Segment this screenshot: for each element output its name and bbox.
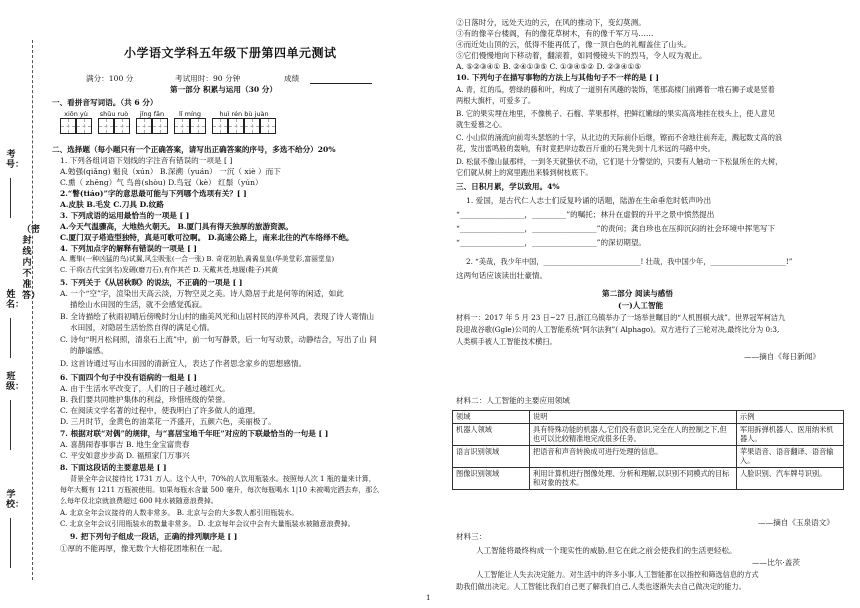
q2-5-d: D. 这首诗通过写山水田园的清新宜人，表达了作者思念家乡的思想感情。 [60,359,307,368]
q2-3-cd: C.厦门双子塔造型独特，真是可歌可泣啊。 D.高速公路上，南来北往的汽车络绎不绝。 [60,233,354,242]
seal-notice: （密 封 线 内 不 准 答） [22,225,41,301]
table-row [453,445,844,467]
q2-4-cd: C. 干将(古代宝剑名)发硎(磨刀石),有作其芒 D. 天戴其苍,地履(鞋子)其黄 [60,266,278,274]
q1-title: 一、看拼音写词语。（共 6 分） [52,98,158,107]
q2-9-sentence-4: ④而近处山顶的云，低得不能再低了，像一顶白色的礼帽盖住了山头。 [456,40,692,49]
material-1-line-1: 材料一：2017 年 5 月 23 日~27 日,浙江乌镇举办了一场举世瞩目的“人机围棋大战”。世界冠军柯洁九 [456,313,786,322]
q2-6-d: D. 三月时节，金黄色的油菜花一齐盛开，五颜六色，美丽极了。 [60,417,276,426]
page-number: 1 [426,594,431,602]
table-header-row [453,411,844,424]
writing-box[interactable] [174,118,190,134]
table-row [453,423,844,445]
q3-1-line-3: “_________________，_________________”的责问；龚自珍也在压抑沉闷的社会环境中挥笔写下 [456,224,776,233]
table-cell: 人脸识别、汽车牌号识别。 [737,467,844,489]
q2-9-sentence-5: ⑤它们慢慢地向下移动着，翻滚着，如同慢镜头下的烈马，令人叹为观止。 [456,51,707,60]
q2-5-a2: 描绘山水田园的生活，就不会感觉孤寂。 [70,300,207,309]
material-1-source: ——摘自《每日新闻》 [744,352,820,361]
q2-8: 8. 下面这段话的主要意思是 [ ] [60,463,167,472]
table-cell: 语言识别领域 [453,445,530,467]
pinyin-group [212,110,276,134]
material-3-title: 材料三： [456,532,487,541]
q2-10-b: B. 它的果实埋在地里，不像桃子、石榴、苹果那样，把鲜红嫩绿的果实高高地挂在枝头上，使人意见 [456,109,775,118]
q2-5-a: A. 一个“空”字，渲染出天高云淡，万物空灵之美。诗人隐居于此是何等的闲适，如此 [60,289,344,298]
reading-1-title: (一)人工智能 [618,301,664,310]
pinyin-grid [60,110,276,134]
q2-4: 4. 下列加点字的解释有错误的一项是 [ ] [60,244,197,253]
ai-applications-table [452,410,844,490]
q2-9-sentence-3: ③有的像辛台楼阁，有的像花草树木，有的像千军万马…… [456,29,654,38]
q2-10-b2: 就生爱慕之心。 [456,120,507,129]
writing-box[interactable] [98,118,114,134]
seal-dashed-line [32,40,33,580]
pinyin-label: jǐng fān [139,110,165,118]
q3-1-line-4: “_________________，_________________”的深切期望。 [456,238,647,247]
q3-title: 三、日积月累，学以致用。4% [456,182,560,191]
q2-10-a2: 两根大旗杆，可爱多了。 [456,96,536,105]
pinyin-group [60,110,92,134]
result-blank[interactable] [310,73,372,84]
q2-9: 9. 把下列句子组成一段话，正确的排列顺序是 [ ] [70,532,238,541]
q2-1-ab: A.勉强(qiǎng) 魁良（xún） B.深溯（yuán） 一沉（ xiè ）而下 [60,167,281,176]
pinyin-group [136,110,168,134]
pinyin-group [174,110,206,134]
table-cell: 机器人领域 [453,423,530,445]
pinyin-group [98,110,130,134]
writing-box[interactable] [60,118,76,134]
class-line [10,400,11,450]
result-label: 成绩 [284,74,300,83]
q2-3: 3. 下列成语的运用最恰当的一项是 [ ] [60,211,190,220]
q2-8-ab: A. 北京全年会议接待的人数非常多。 B. 北京与会的大多数人都引用瓶装水。 [60,509,299,517]
q2-7-ab: A. 喜鹊闹春事事吉 B. 地生金宝富贵春 [60,440,190,449]
table-cell: 具有特殊功能的机器人,它们没有意识,完全在人的控制之下,但也可以比较精准地完成很多任务。 [530,423,737,445]
material-3-quote: 人工智能将最终构成一个现实性的威胁,但它在此之前会使我们的生活更轻松。 [476,546,737,555]
q2-10-d2: 它们就从树上的窝里跑出来躲到树枝底下。 [456,168,593,177]
q2-8-passage-1: 背景全年会议接待比 1731 万人。这个人中，70%的人饮用瓶装水。按照每人次 1 瓶的量来计算， [70,475,376,483]
q2-5-c2: 的静谧感。 [70,346,108,355]
time-info: 考试用时：90 分钟 [175,74,241,83]
material-3-para-2: 助我们做出决定。人工智能比我们自己更了解我们自己,人类也逐渐失去自己做决定的能力。 [456,582,746,591]
material-2-source: ——摘自《玉泉语文》 [758,518,834,527]
q2-5-b2: 水田园，对隐居生活怡然自得的满足心情。 [70,323,215,332]
q2-9-sentence-1: ①厚的不能再厚，像无数个大榕花团堆积在一起。 [60,544,228,553]
q2-10-d: D. 松鼠不像山鼠那样，一到冬天就蛰伏不动，它们是十分警觉的，只要有人触动一下松鼠所在的大树， [456,157,783,166]
q2-4-ab: A. 鹰隼(一种凶猛的鸟)试翼,风尘吸张(一合一张) B. 奇花初胎,矞矞皇皇(华美堂彩,富丽堂皇) [60,255,335,263]
writing-box[interactable] [114,118,130,134]
q2-10-c2: 花，发出雷鸣般的轰响，有时竟把岸边数百斤重的石凳先到十几米远的马路中央。 [456,144,715,153]
id-label: 考号： [6,150,25,170]
q2-10-a: A. 青，红的瓜，碧绿的藤和叶，构成了一道别有风趣的装饰，笔那高楼门前蹲着一堆石狮子或是竖着 [456,85,775,94]
q2-1: 1. 下列各组词语下划线的字注音有错误的一项是 [ ] [60,156,233,165]
exam-title: 小学语文学科五年级下册第四单元测试 [124,46,337,60]
q2-2-options: A.皮肤 B.毛发 C.刀具 D.纹路 [60,200,164,209]
q3-2-note: 这两句话应该读出壮豪情。 [456,271,548,280]
q2-6-b: B. 我们要共同维护集体的利益，珍惜班级的荣誉。 [60,395,230,404]
pinyin-label: xiōn yù [64,110,88,118]
pinyin-label: shǔu ruò [99,110,129,118]
table-cell: 利用计算机进行图像处理、分析和理解,以识别不同模式的目标和对象的技术。 [530,467,737,489]
score-info: 满分：100 分 [86,74,134,83]
q2-7-cd: C. 平安如意步步高 D. 福照家门万事兴 [60,451,190,460]
q2-8-cd: C. 北京全年会议引用瓶装水的数量非常多。 D. 北京每年会议中会有大量瓶装水被随意浪费掉。 [60,520,355,528]
q2-3-ab: A.今天气温骤高，大地热火朝天。 B.厦门具有得天独厚的旅游资源。 [60,222,293,231]
q2-5: 5. 下列关于《从居秋暝》的说法，不正确的一项是 [ ] [60,278,243,287]
pinyin-label: lǐ míng [178,110,202,118]
writing-box[interactable] [212,118,228,134]
table-header-cell: 示例 [737,411,844,424]
q2-9-options: A. ⑤②③④① B. ②④①③⑤ C. ①③④⑤② D. ②③④①⑤ [456,62,642,71]
q2-title: 二、选择题（每小题只有一个正确答案，请写出正确答案的序号，多选不给分）20% [52,145,336,154]
q2-9-sentence-2: ②日落时分，远处天边的云，在风的推动下，变幻莫测。 [456,18,646,27]
table-cell: 图像识别领域 [453,467,530,489]
table-cell: 苹果语音、语音翻译、语音输入。 [737,445,844,467]
table-header-cell: 领域 [453,411,530,424]
table-row [453,467,844,489]
q2-5-b: B. 全诗描绘了秋雨初晴后傍晚时分山村的幽美风光和山居村民的淳朴风尚，表现了诗人寄情山 [60,312,375,321]
q2-10-c: C. 小山似的涌流向前弯头瑟悠的十字，从北边的天际前仆后继，镲而不舍地往前奔走，溅起数丈高的浪 [456,133,783,142]
table-header-cell: 说明 [530,411,737,424]
table-cell: 把语音和声音转换成可进行处理的信息。 [530,445,737,467]
q2-5-c: C. 诗句“明月松间照，清泉石上流”中，前一句写静景，后一句写动景，动静结合，写出了山 间 [60,335,377,344]
writing-box[interactable] [190,118,206,134]
q3-2: 2. “美哉，我少年中国，___________________________! 壮哉，我中国少年，_____________________!” [466,257,793,266]
name-label: 姓名： [6,290,25,310]
binding-margin [0,0,40,608]
material-1-line-3: 人类棋手被人工智能技术横扫。 [456,337,557,346]
writing-box[interactable] [136,118,152,134]
writing-box[interactable] [260,118,276,134]
q2-6-a: A. 由于生活水平改变了，人们的日子越过越红火。 [60,384,230,393]
writing-box[interactable] [152,118,168,134]
school-label: 学校： [6,490,25,510]
name-line [10,318,11,358]
q2-8-passage-2: 每年大概有 1211 万瓶被使用。如果每瓶水含量 500 毫升，每次每瓶喝水 1|10 未被喝完洒去弃，那么 [60,486,380,494]
part1-title: 第一部分 积累与运用（30 分） [170,85,277,94]
q2-6-c: C. 在阅读文学名著的过程中，使我明白了许多做人的道理。 [60,406,261,415]
class-label: 班级： [6,372,25,392]
material-1-line-2: 段迎战谷歌(Ggle)公司的人工智能系统“阿尔法狗”( Alphago)。双方进行了三轮对决,最终比分为 0:3, [456,325,780,334]
material-2-title: 材料二：人工智能的主要应用领域 [456,396,570,405]
q2-8-passage-3: 么每年仅北京就浪费超过 600 吨水被随意浪费掉。 [60,497,218,505]
pinyin-label: huì rén bù juàn [219,110,269,118]
q2-2: 2.“瞥(tiáo)”字的意思最可能与下列哪个选项有关？[ ] [60,189,247,198]
writing-box[interactable] [228,118,244,134]
q2-10: 10. 下列句子在描写事物的方法上与其他句子不一样的是 [ ] [456,73,659,82]
id-line [10,178,11,218]
q3-1-line-2: “_________________，_________”的嘱托；林升在虚假的升平之景中愤然提出 [456,210,715,219]
part2-title: 第二部分 阅读与感悟 [602,289,673,298]
q3-1-line-1: 1. 爱国，是古代仁人志士们反复吟诵的话题，陆游在生命垂危时低声吟出 [466,196,712,205]
writing-box[interactable] [244,118,260,134]
table-cell: 军用拆弹机器人、医用纳米机器人。 [737,423,844,445]
q2-1-cd: C.熏（ zhēng）气 鸟兽(shòu) D.鸟冠（kè） 红鬃（yún） [60,178,263,187]
writing-box[interactable] [76,118,92,134]
material-3-quote-source: ——比尔·盖茨 [752,558,800,567]
material-3-para-1: 人工智能让人失去决定能力。对生活中的许多小事,人工智能都在以指控和筛选信息的方式 [476,570,759,579]
q2-6: 6. 下面四个句子中没有语病的一组是 [ ] [60,373,197,382]
q2-7: 7. 根据对联“对偶”的规律，与“喜居宝地千年旺”对应的下联最恰当的一句是 [ ] [60,429,329,438]
school-line [10,518,11,568]
